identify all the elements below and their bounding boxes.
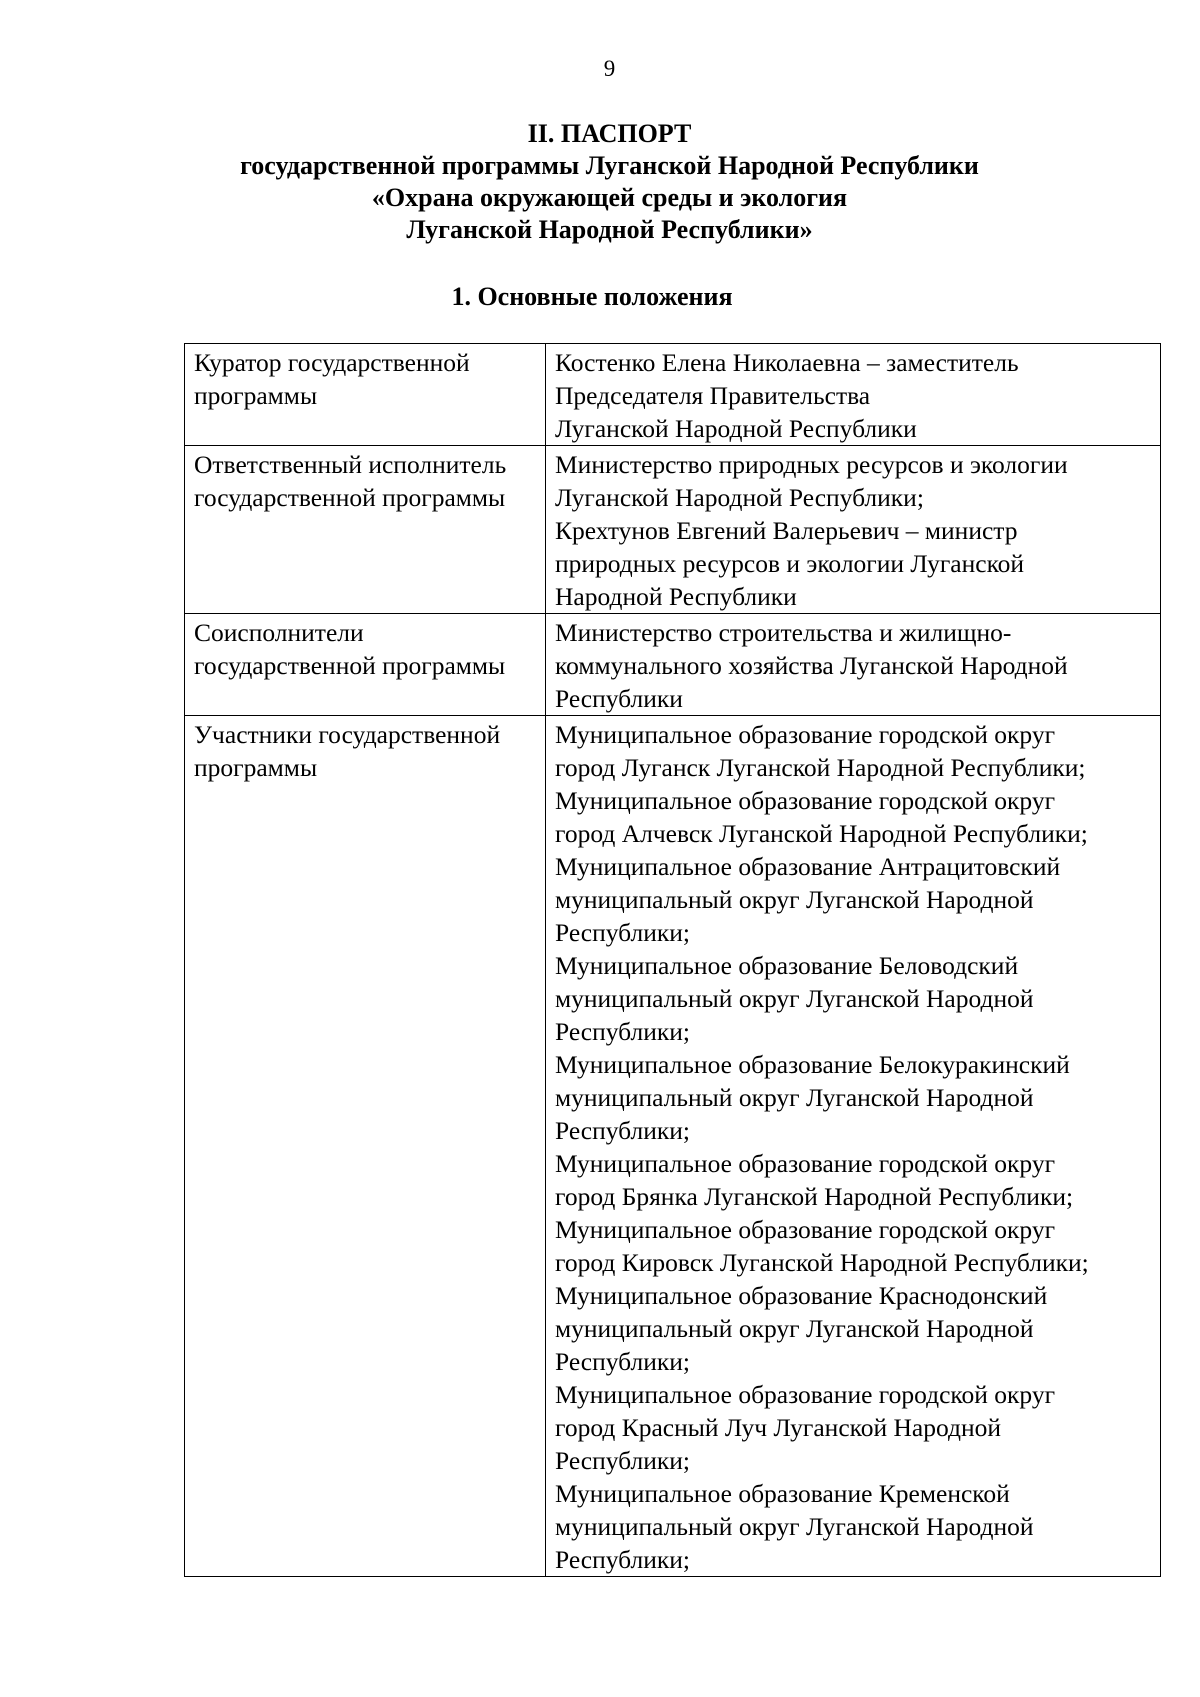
table-row (185, 716, 1161, 1577)
table-row (185, 614, 1161, 716)
row-value: Муниципальное образование городской округ город Луганск Луганской Народной Республики; Муниципальное образование городской округ город Алчевск Луганской Народной Республики; Муниципальное образование Антрацитовский муниципальный округ Луганской Народной Республики; Муниципальное образование Беловодский муниципальный округ Луганской Народной Республики; Муниципальное образование Белокуракинский муниципальный округ Луганской Народной Республики; Муниципальное образование городской округ город Брянка Луганской Народной Республики; Муниципальное образование городской округ город Кировск Луганской Народной Республики; Муниципальное образование Краснодонский муниципальный округ Луганской Народной Республики; Муниципальное образование городской округ город Красный Луч Луганской Народной Республики; Муниципальное образование Кременской муниципальный округ Луганской Народной Республики; (546, 716, 1161, 1577)
row-label: Ответственный исполнитель государственной программы (185, 446, 546, 614)
table-row (185, 344, 1161, 446)
heading-line-2: государственной программы Луганской Народной Республики (240, 151, 979, 180)
passport-table (184, 343, 1161, 1577)
document-heading (0, 118, 1200, 246)
heading-line-4: Луганской Народной Республики» (406, 215, 813, 244)
section-title: 1. Основные положения (451, 282, 733, 311)
row-value: Министерство строительства и жилищно- коммунального хозяйства Луганской Народной Республики (546, 614, 1161, 716)
heading-line-1: II. ПАСПОРТ (527, 119, 692, 148)
table-row (185, 446, 1161, 614)
heading-line-3: «Охрана окружающей среды и экология (371, 183, 848, 212)
row-value: Костенко Елена Николаевна – заместитель Председателя Правительства Луганской Народной Республики (546, 344, 1161, 446)
page-number: 9 (603, 56, 616, 81)
row-label: Куратор государственной программы (185, 344, 546, 446)
row-value: Министерство природных ресурсов и экологии Луганской Народной Республики; Крехтунов Евгений Валерьевич – министр природных ресурсов и экологии Луганской Народной Республики (546, 446, 1161, 614)
row-label: Участники государственной программы (185, 716, 546, 1577)
row-label: Соисполнители государственной программы (185, 614, 546, 716)
